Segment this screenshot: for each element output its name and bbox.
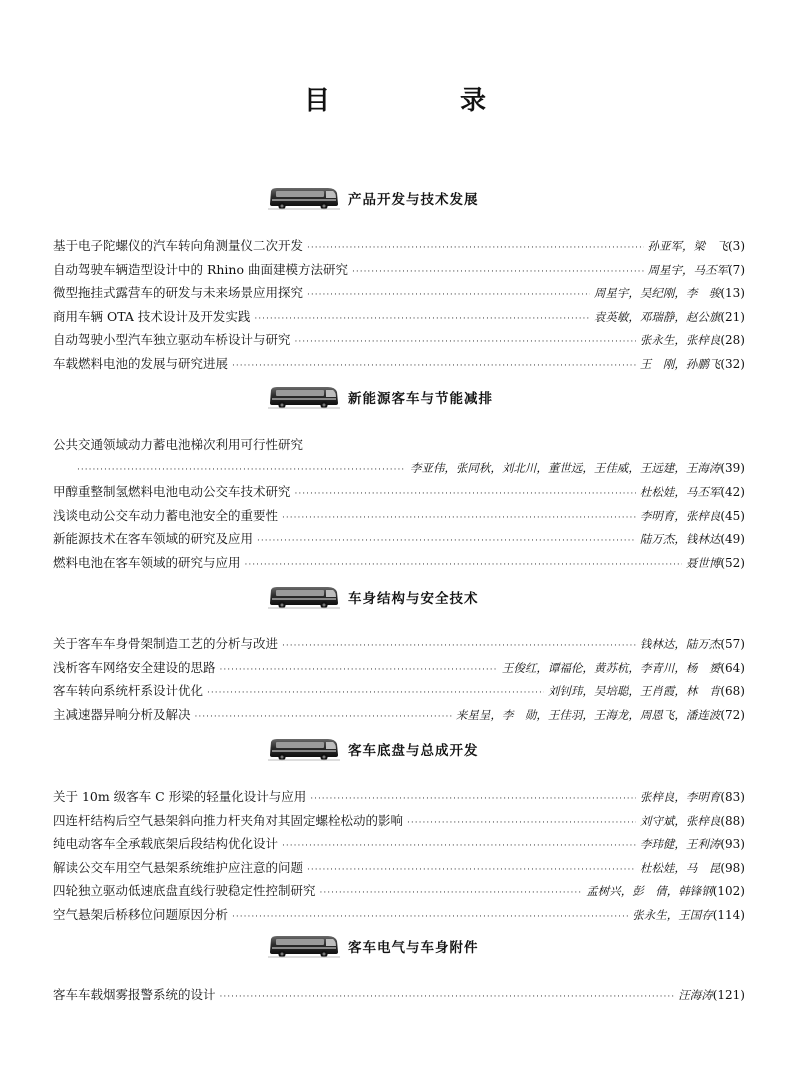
dot-leader — [77, 459, 406, 483]
entry-authors: 杜松娃，马丕军 — [639, 485, 721, 499]
entry-page-number: (42) — [720, 485, 745, 499]
entry-title: 浅析客车网络安全建设的思路 — [53, 659, 216, 675]
entry-title: 新能源技术在客车领域的研究及应用 — [53, 531, 254, 546]
section-header — [268, 584, 479, 610]
dot-leader — [307, 237, 643, 261]
dot-leader — [282, 835, 636, 859]
toc-entry — [53, 703, 745, 727]
entry-title: 主减速器异响分析及解决 — [53, 706, 191, 722]
entry-title: 甲醇重整制氢燃料电池电动公交车技术研究 — [53, 484, 291, 499]
toc-entry — [53, 785, 745, 809]
entry-title: 公共交通领域动力蓄电池梯次利用可行性研究 — [53, 437, 304, 452]
toc-entry-list — [53, 433, 745, 574]
toc-entry-list — [53, 234, 745, 375]
toc-entry-row — [53, 983, 745, 1007]
entry-page-number: (68) — [720, 684, 745, 698]
section-title: 产品开发与技术发展 — [348, 192, 479, 208]
entry-title: 空气悬架后桥移位问题原因分析 — [53, 906, 229, 922]
toc-entry — [53, 258, 745, 282]
dot-leader — [207, 682, 544, 706]
entry-authors: 刘钊玮，吴培聪，王肖霞，林 肯 — [547, 684, 721, 698]
toc-entry-row — [53, 903, 745, 927]
toc-entry-list — [53, 785, 745, 926]
entry-title: 关于客车车身骨架制造工艺的分析与改进 — [53, 636, 279, 651]
toc-entry-list — [53, 632, 745, 726]
section-title: 客车电气与车身附件 — [348, 940, 479, 956]
entry-page-number: (93) — [720, 837, 745, 851]
entry-page-number: (49) — [720, 532, 745, 546]
entry-authors: 王 刚，孙鹏飞 — [639, 356, 721, 371]
entry-page-number: (98) — [720, 860, 745, 875]
entry-page-number: (32) — [720, 356, 745, 371]
toc-entry-row — [53, 328, 745, 352]
toc-entry-row — [53, 679, 745, 703]
toc-entry — [53, 856, 745, 880]
section-header — [268, 736, 479, 762]
entry-page-number: (121) — [712, 988, 745, 1002]
section-title: 客车底盘与总成开发 — [348, 743, 479, 759]
dot-leader — [352, 261, 644, 285]
toc-entry — [53, 305, 745, 329]
entry-page-number: (64) — [720, 660, 745, 675]
entry-title: 微型拖挂式露营车的研发与未来场景应用探究 — [53, 285, 304, 300]
toc-entry-row — [53, 480, 745, 504]
entry-title: 解读公交车用空气悬架系统维护应注意的问题 — [53, 859, 304, 875]
dot-leader — [295, 483, 636, 507]
entry-title: 自动驾驶小型汽车独立驱动车桥设计与研究 — [53, 332, 291, 347]
entry-authors: 聂世博 — [685, 555, 721, 570]
toc-entry — [53, 433, 745, 480]
dot-leader — [195, 706, 452, 730]
dot-leader — [245, 554, 682, 578]
entry-page-number: (7) — [728, 262, 745, 277]
toc-entry-title-row — [53, 433, 745, 457]
toc-entry-row — [53, 785, 745, 809]
toc-entry — [53, 527, 745, 551]
dot-leader — [282, 507, 636, 531]
bus-icon — [268, 736, 340, 762]
dot-leader — [254, 308, 589, 332]
entry-authors: 汪海涛 — [678, 988, 713, 1002]
toc-entry — [53, 832, 745, 856]
dot-leader — [282, 635, 636, 659]
toc-entry-row — [53, 832, 745, 856]
entry-page-number: (21) — [720, 309, 745, 324]
entry-page-number: (57) — [720, 637, 745, 651]
toc-entry — [53, 632, 745, 656]
bus-icon — [268, 933, 340, 959]
section-header — [268, 933, 479, 959]
entry-authors: 袁英敏，邓瑞静，赵公旗 — [593, 309, 721, 324]
toc-entry-row — [53, 527, 745, 551]
toc-entry — [53, 983, 745, 1007]
entry-authors: 李明育，张梓良 — [639, 508, 721, 523]
bus-icon — [268, 185, 340, 211]
toc-entry — [53, 504, 745, 528]
entry-page-number: (28) — [720, 333, 745, 347]
entry-page-number: (3) — [728, 239, 745, 253]
entry-authors: 张永生，张梓良 — [639, 333, 721, 347]
dot-leader — [220, 659, 498, 683]
entry-authors: 孙亚军，梁 飞 — [647, 239, 728, 253]
entry-title: 客车转向系统杆系设计优化 — [53, 683, 204, 698]
entry-authors: 孟树兴，彭 倩，韩锋钢 — [586, 884, 713, 898]
toc-entry-row — [53, 656, 745, 680]
entry-page-number: (102) — [712, 884, 745, 898]
toc-entry-row — [53, 352, 745, 376]
entry-authors: 李玮健，王利涛 — [639, 837, 721, 851]
entry-title: 浅谈电动公交车动力蓄电池安全的重要性 — [53, 507, 279, 523]
toc-entry-row — [53, 258, 745, 282]
toc-entry-row — [53, 879, 745, 903]
toc-entry-list — [53, 983, 745, 1007]
entry-title: 商用车辆 OTA 技术设计及开发实践 — [53, 308, 251, 324]
section-title: 车身结构与安全技术 — [348, 591, 479, 607]
entry-page-number: (52) — [720, 555, 745, 570]
dot-leader — [307, 284, 590, 308]
section-title: 新能源客车与节能减排 — [348, 391, 493, 407]
dot-leader — [232, 906, 628, 930]
entry-page-number: (83) — [720, 790, 745, 804]
entry-authors: 张梓良，李明育 — [639, 790, 721, 804]
entry-title: 燃料电池在客车领域的研究与应用 — [53, 554, 241, 570]
toc-entry-row — [53, 809, 745, 833]
section-header — [268, 384, 493, 410]
section-header — [268, 185, 479, 211]
toc-entry-row — [53, 305, 745, 329]
toc-entry-row — [53, 856, 745, 880]
toc-entry — [53, 656, 745, 680]
toc-entry-row — [53, 281, 745, 305]
entry-page-number: (114) — [712, 907, 745, 922]
entry-authors: 周星宇，马丕军 — [647, 262, 728, 277]
entry-page-number: (13) — [720, 286, 745, 300]
entry-authors: 李亚伟，张同秋，刘北川，董世远，王佳威，王远建，王海涛 — [409, 460, 721, 475]
toc-entry-row — [53, 551, 745, 575]
entry-page-number: (72) — [720, 707, 745, 722]
toc-entry-row — [53, 504, 745, 528]
entry-authors: 钱林达，陆万杰 — [639, 637, 721, 651]
dot-leader — [407, 812, 636, 836]
toc-entry-detail-row — [53, 457, 745, 481]
toc-entry — [53, 551, 745, 575]
toc-entry — [53, 679, 745, 703]
toc-entry — [53, 328, 745, 352]
dot-leader — [320, 882, 583, 906]
entry-authors: 张永生，王国存 — [632, 907, 713, 922]
toc-entry — [53, 352, 745, 376]
toc-entry — [53, 234, 745, 258]
toc-entry — [53, 879, 745, 903]
entry-title: 纯电动客车全承载底架后段结构优化设计 — [53, 836, 279, 851]
entry-title: 客车车载烟雾报警系统的设计 — [53, 987, 216, 1002]
dot-leader — [220, 986, 675, 1010]
dot-leader — [295, 331, 636, 355]
entry-title: 四连杆结构后空气悬架斜向推力杆夹角对其固定螺栓松动的影响 — [53, 812, 404, 828]
toc-entry — [53, 903, 745, 927]
entry-title: 四轮独立驱动低速底盘直线行驶稳定性控制研究 — [53, 883, 316, 898]
entry-title: 基于电子陀螺仪的汽车转向角测量仪二次开发 — [53, 238, 304, 253]
toc-entry-row — [53, 234, 745, 258]
entry-title: 自动驾驶车辆造型设计中的 Rhino 曲面建模方法研究 — [53, 261, 348, 277]
entry-authors: 周星宇，吴纪刚，李 骏 — [593, 286, 721, 300]
toc-entry — [53, 281, 745, 305]
dot-leader — [232, 355, 636, 379]
page-title: 目 录 — [303, 86, 538, 116]
toc-entry-row — [53, 703, 745, 727]
entry-authors: 来星呈，李 勋，王佳羽，王海龙，周恩飞，潘连波 — [455, 707, 721, 722]
entry-authors: 杜松娃，马 昆 — [639, 860, 721, 875]
toc-entry — [53, 809, 745, 833]
entry-page-number: (45) — [720, 508, 745, 523]
entry-authors: 王俊红，谭福伦，黄苏杭，李青川，杨 赟 — [501, 660, 721, 675]
entry-page-number: (39) — [720, 460, 745, 475]
bus-icon — [268, 584, 340, 610]
entry-title: 关于 10m 级客车 C 形梁的轻量化设计与应用 — [53, 789, 307, 804]
dot-leader — [307, 859, 636, 883]
toc-entry — [53, 480, 745, 504]
entry-page-number: (88) — [720, 813, 745, 828]
toc-entry-row — [53, 632, 745, 656]
entry-title: 车载燃料电池的发展与研究进展 — [53, 355, 229, 371]
dot-leader — [257, 530, 636, 554]
entry-authors: 刘守斌，张梓良 — [639, 813, 721, 828]
bus-icon — [268, 384, 340, 410]
entry-authors: 陆万杰，钱林达 — [639, 532, 721, 546]
